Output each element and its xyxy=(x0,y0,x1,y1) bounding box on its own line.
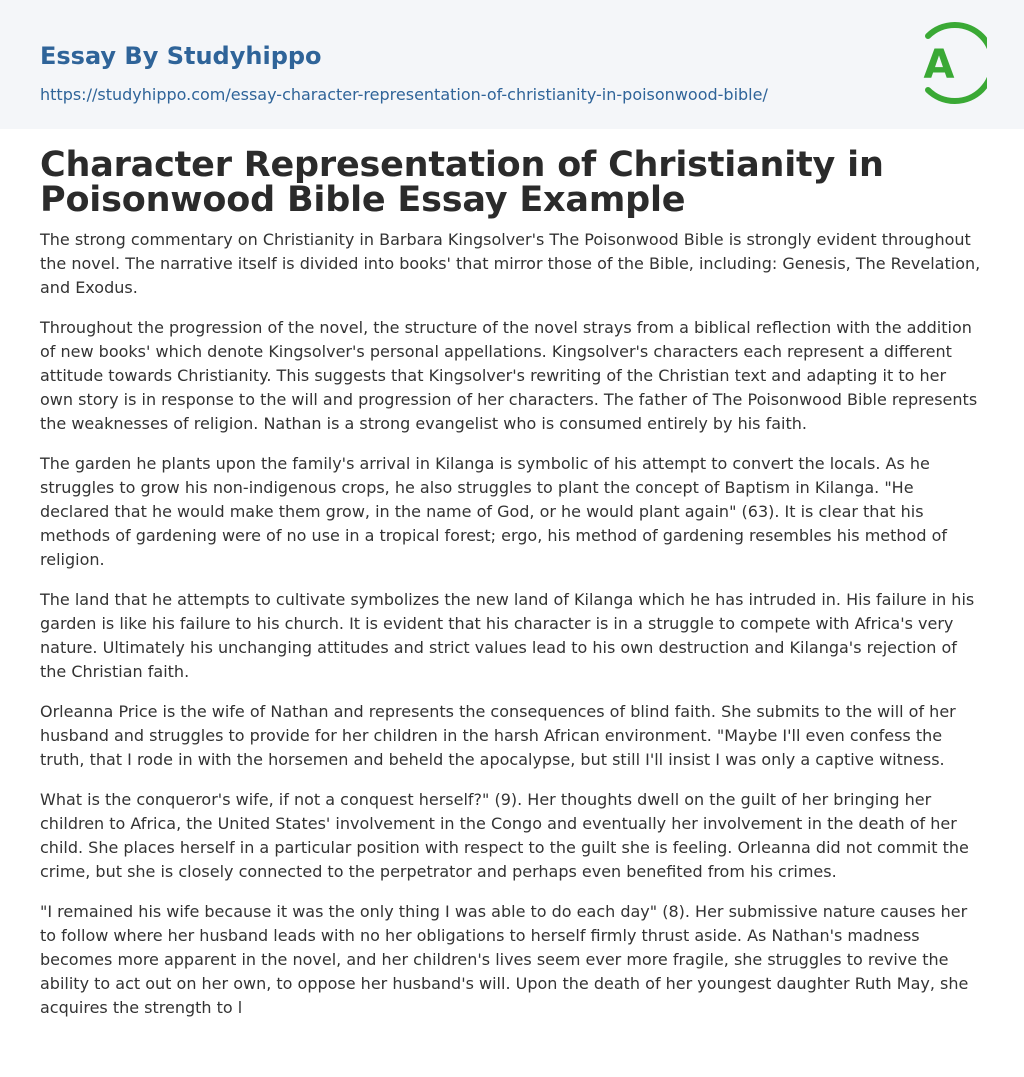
site-title[interactable]: Essay By Studyhippo xyxy=(40,42,322,70)
paragraph: The strong commentary on Christianity in Barbara Kingsolver's The Poisonwood Bible is strongly evident throughout the novel. The narrative itself is divided into books' that mirror those of the Bible, including: Genesis, The Revelation, and Exodus. xyxy=(40,230,981,297)
site-header xyxy=(0,0,1024,129)
article xyxy=(40,145,984,1036)
paragraph: "I remained his wife because it was the only thing I was able to do each day" (8). Her submissive nature causes her to follow where her husband leads with no her obligations to herself firmly thrust aside. As Nathan's madness becomes more apparent in the novel, and her children's lives seem ever more fragile, she struggles to revive the ability to act out on her own, to oppose her husband's will. Upon the death of her youngest daughter Ruth May, she acquires the strength to l xyxy=(40,902,969,1017)
paragraph: The garden he plants upon the family's arrival in Kilanga is symbolic of his attempt to convert the locals. As he struggles to grow his non-indigenous crops, he also struggles to plant the concept of Baptism in Kilanga. "He declared that he would make them grow, in the name of God, or he would plant again" (63). It is clear that his methods of gardening were of no use in a tropical forest; ergo, his method of gardening resembles his method of religion. xyxy=(40,454,948,569)
paragraph: Orleanna Price is the wife of Nathan and represents the consequences of blind faith. She submits to the will of her husband and struggles to provide for her children in the harsh African environment. "Maybe I'll even confess the truth, that I rode in with the horsemen and beheld the apocalypse, but still I'll insist I was only a captive witness. xyxy=(40,702,956,769)
paragraph: Throughout the progression of the novel, the structure of the novel strays from a biblical reflection with the addition of new books' which denote Kingsolver's personal appellations. Kingsolver's characters each represent a different attitude towards Christianity. This suggests that Kingsolver's rewriting of the Christian text and adapting it to her own story is in response to the will and progression of her characters. The father of The Poisonwood Bible represents the weaknesses of religion. Nathan is a strong evangelist who is consumed entirely by his faith. xyxy=(40,318,978,433)
article-title: Character Representation of Christianity in Poisonwood Bible Essay Example xyxy=(40,145,884,220)
studyhippo-logo-icon[interactable] xyxy=(913,19,987,107)
logo-letter: A xyxy=(923,42,955,88)
paragraph: What is the conqueror's wife, if not a conquest herself?" (9). Her thoughts dwell on the guilt of her bringing her children to Africa, the United States' involvement in the Congo and eventually her involvement in the death of her child. She places herself in a particular position with respect to the guilt she is feeling. Orleanna did not commit the crime, but she is closely connected to the perpetrator and perhaps even benefited from his crimes. xyxy=(40,790,969,881)
page-url-link[interactable]: https://studyhippo.com/essay-character-representation-of-christianity-in-poisonwood-bible/ xyxy=(40,85,768,104)
article-body xyxy=(40,228,984,1020)
paragraph: The land that he attempts to cultivate symbolizes the new land of Kilanga which he has intruded in. His failure in his garden is like his failure to his church. It is evident that his character is in a struggle to compete with Africa's very nature. Ultimately his unchanging attitudes and strict values lead to his own destruction and Kilanga's rejection of the Christian faith. xyxy=(40,590,975,681)
